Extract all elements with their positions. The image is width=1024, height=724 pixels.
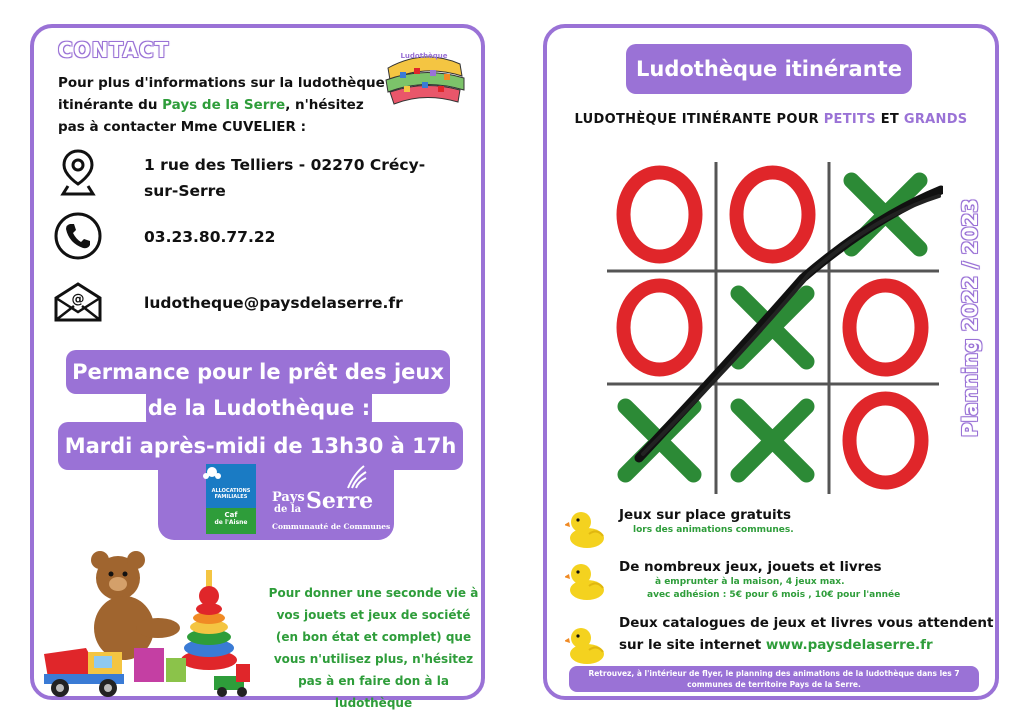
contact-title: CONTACT xyxy=(58,38,170,62)
website-link[interactable]: www.paysdelaserre.fr xyxy=(765,637,933,653)
rubber-duck-icon xyxy=(565,506,607,550)
intro-highlight: Pays de la Serre xyxy=(162,97,286,113)
caf-line3: de l'Aisne xyxy=(214,519,248,526)
info-item-catalogues xyxy=(565,612,993,666)
permanence-block xyxy=(58,350,458,538)
phone-row xyxy=(52,210,275,262)
email-envelope-icon xyxy=(52,276,104,328)
panel-title: Ludothèque itinérante xyxy=(626,44,912,94)
info-2-title: De nombreux jeux, jouets et livres xyxy=(619,559,882,575)
planning-label xyxy=(925,198,1015,438)
ludotheque-logo xyxy=(380,46,468,106)
rubber-duck-icon xyxy=(565,622,607,666)
info-item-free-games xyxy=(565,506,794,550)
info-3-title: Deux catalogues de jeux et livres vous attendent xyxy=(619,615,994,631)
subtitle-et: ET xyxy=(875,112,904,127)
caf-line1: ALLOCATIONS FAMILIALES xyxy=(211,488,251,500)
caf-logo xyxy=(206,464,256,534)
logo-pays: Pays xyxy=(272,490,305,505)
permanence-hours: Mardi après-midi de 13h30 à 17h xyxy=(58,422,463,470)
pays-de-la-serre-logo xyxy=(270,470,391,534)
ttt-o-mark xyxy=(624,173,696,257)
address-text: 1 rue des Telliers - 02270 Crécy-sur-Serre xyxy=(144,156,426,200)
partner-logos xyxy=(158,464,394,540)
svg-text:@: @ xyxy=(71,292,85,307)
subtitle-text: LUDOTHÈQUE ITINÉRANTE POUR xyxy=(574,112,824,127)
permanence-line2: de la Ludothèque : xyxy=(146,388,372,428)
panel-subtitle xyxy=(547,112,995,127)
logo-communaute: Communauté de Communes xyxy=(272,522,391,531)
address-row xyxy=(52,146,454,204)
donation-text: Pour donner une seconde vie à vos jouets et jeux de société (en bon état et complet) que vous n'utilisez plus, n'hésitez pas à en faire don à la ludothèque xyxy=(268,586,479,710)
svg-text:Ludothèque: Ludothèque xyxy=(400,52,448,60)
tic-tac-toe-grid xyxy=(603,158,943,498)
toys-illustration xyxy=(38,548,268,698)
footer-banner: Retrouvez, à l'intérieur de flyer, le planning des animations de la ludothèque dans les 7 communes de territoire Pays de la Serre. xyxy=(569,666,979,692)
email-row xyxy=(52,276,403,328)
info-item-borrow xyxy=(565,558,900,602)
ttt-o-mark xyxy=(850,286,922,370)
ttt-x-mark xyxy=(739,407,807,475)
ludotheque-panel xyxy=(543,24,999,700)
phone-icon xyxy=(52,210,104,262)
email-text[interactable]: ludotheque@paysdelaserre.fr xyxy=(144,294,403,312)
ttt-o-mark xyxy=(624,286,696,370)
ttt-x-mark xyxy=(739,294,807,362)
planning-text: Planning 2022 / 2023 xyxy=(958,198,982,438)
intro-text-end: , n'hésitez pas à contacter Mme CUVELIER : xyxy=(58,97,364,135)
ttt-o-mark xyxy=(850,399,922,483)
contact-panel xyxy=(30,24,485,710)
location-pin-icon xyxy=(52,146,104,198)
logo-serre: Serre xyxy=(306,488,374,514)
subtitle-grands: GRANDS xyxy=(903,112,968,127)
info-2-sub2: avec adhésion : 5€ pour 6 mois , 10€ pour l'année xyxy=(647,590,901,600)
ttt-o-mark xyxy=(737,173,809,257)
subtitle-petits: PETITS xyxy=(823,112,876,127)
phone-text: 03.23.80.77.22 xyxy=(144,228,276,246)
intro-text: Pour plus d'informations sur la ludothèque itinérante du xyxy=(58,75,385,113)
info-2-sub1: à emprunter à la maison, 4 jeux max. xyxy=(655,577,845,587)
info-1-sub: lors des animations communes. xyxy=(633,525,794,535)
contact-intro xyxy=(58,72,388,138)
permanence-line1: Permance pour le prêt des jeux xyxy=(66,350,450,394)
info-3-title2: sur le site internet xyxy=(619,637,766,653)
logo-de-la: de la xyxy=(274,504,302,515)
caf-line2: Caf xyxy=(224,511,238,519)
info-1-title: Jeux sur place gratuits xyxy=(619,507,792,523)
rubber-duck-icon xyxy=(565,558,607,602)
